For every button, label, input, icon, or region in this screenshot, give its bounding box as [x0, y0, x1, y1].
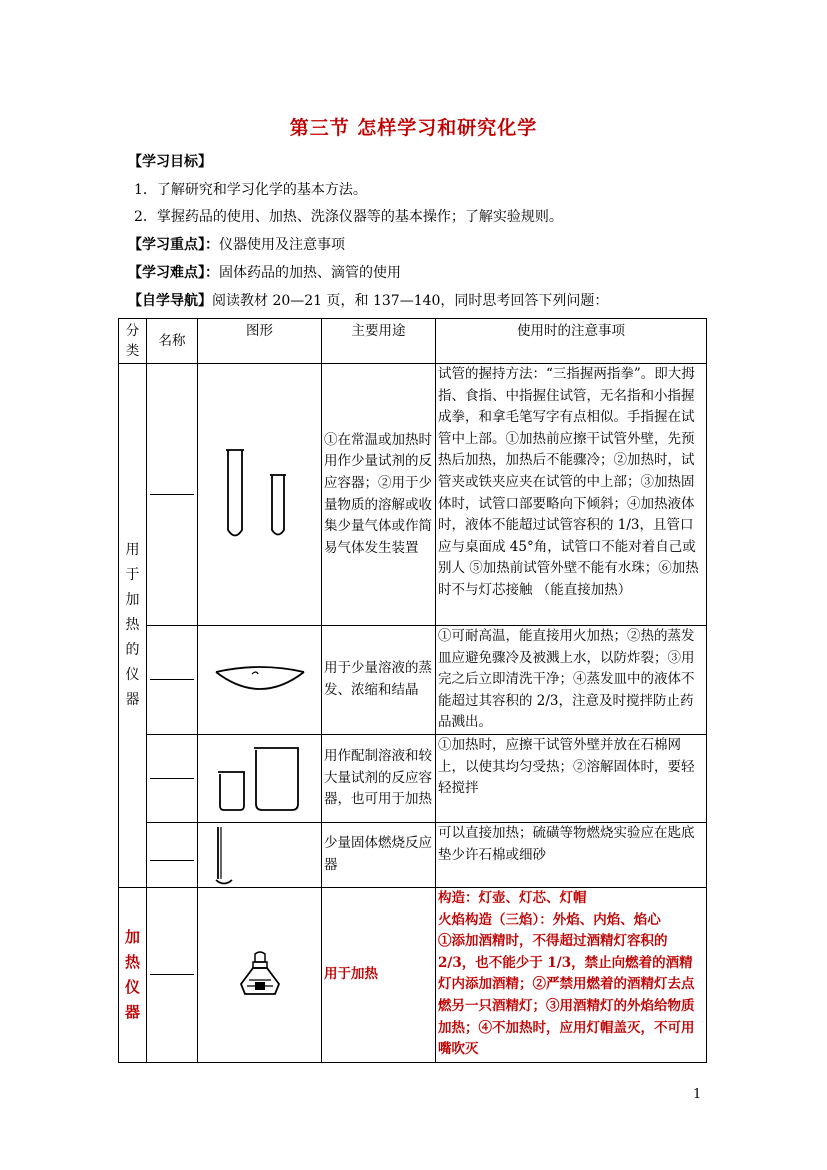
evaporating-dish-icon: [212, 660, 308, 700]
goal-item-2: 2．掌握药品的使用、加热、洗涤仪器等的基本操作；了解实验规则。: [134, 209, 563, 225]
page-number: 1: [693, 1087, 702, 1102]
key-points: [128, 234, 345, 254]
notes-cell: ①加热时，应擦干试管外壁并放在石棉网上，以使其均匀受热；②溶解固体时，要轻轻搅拌: [436, 734, 707, 822]
figure-cell: [198, 626, 322, 735]
table-row: [119, 887, 707, 1062]
difficulties: [128, 262, 401, 282]
figure-cell: [198, 364, 322, 626]
category-heating-instruments: 用于加热的仪器: [119, 364, 147, 888]
notes-cell: [436, 887, 707, 1062]
table-row: [119, 364, 707, 626]
use-cell: 用于加热: [322, 887, 436, 1062]
category-heater: 加热仪器: [119, 887, 147, 1062]
key-label: 【学习重点】：: [128, 237, 219, 253]
name-blank: [147, 822, 198, 887]
name-blank: [147, 734, 198, 822]
self-study-guide: [128, 290, 608, 310]
notes-cell: ①可耐高温，能直接用火加热；②热的蒸发皿应避免骤冷及被溅上水，以防炸裂；③用完之后立即清洗干净；④蒸发皿中的液体不能超过其容积的 2/3，注意及时搅拌防止药品溅出。: [436, 626, 707, 735]
name-blank: [147, 626, 198, 735]
goal-item-1: 1．了解研究和学习化学的基本方法。: [134, 182, 367, 198]
guide-text: 阅读教材 20—21 页，和 137—140，同时思考回答下列问题：: [212, 293, 609, 309]
table-row: [119, 626, 707, 735]
header-name: 名称: [147, 319, 198, 364]
notes-cell: 可以直接加热；硫磺等物燃烧实验应在匙底垫少许石棉或细砂: [436, 822, 707, 887]
lamp-rules: ①添加酒精时，不得超过酒精灯容积的 2/3，也不能少于 1/3，禁止向燃着的酒精灯内添加酒精；②严禁用燃着的酒精灯去点燃另一只酒精灯；③用酒精灯的外焰给物质加热；④不加热时，应用灯帽盖灭，不可用嘴吹灭: [438, 933, 695, 1058]
figure-cell: [198, 734, 322, 822]
guide-label: 【自学导航】: [128, 293, 212, 309]
combustion-spoon-icon: [212, 825, 308, 885]
use-cell: 用作配制溶液和较大量试剂的反应容器，也可用于加热: [322, 734, 436, 822]
figure-cell: [198, 822, 322, 887]
name-blank: [147, 887, 198, 1062]
table-row: [119, 734, 707, 822]
table-row: [119, 822, 707, 887]
header-figure: 图形: [198, 319, 322, 364]
beaker-icon: [212, 742, 308, 814]
use-cell: 少量固体燃烧反应器: [322, 822, 436, 887]
alcohol-lamp-icon: [235, 950, 285, 1000]
use-cell: 用于少量溶液的蒸发、浓缩和结晶: [322, 626, 436, 735]
header-use: 主要用途: [322, 319, 436, 364]
key-text: 仪器使用及注意事项: [219, 237, 345, 253]
instrument-table: [118, 318, 707, 1063]
header-category: 分类: [119, 319, 147, 364]
use-cell: ①在常温或加热时用作少量试剂的反应容器；②用于少量物质的溶解或收集少量气体或作简易气体发生装置: [322, 364, 436, 626]
difficulty-label: 【学习难点】：: [128, 265, 219, 281]
figure-cell: [198, 887, 322, 1062]
lamp-structure: 构造：灯壶、灯芯、灯帽: [438, 889, 587, 906]
difficulty-text: 固体药品的加热、滴管的使用: [219, 265, 401, 281]
name-blank: [147, 364, 198, 626]
flame-structure: 火焰构造（三焰）：外焰、内焰、焰心: [438, 911, 661, 928]
goals-heading: 【学习目标】: [128, 154, 212, 170]
test-tube-icon: [220, 445, 300, 545]
notes-cell: 试管的握持方法：“三指握两指拳”。即大拇指、食指、中指握住试管，无名指和小指握成拳，和拿毛笔写字有点相似。手指握在试管中上部。①加热前应擦干试管外壁，先预热后加热，加热后不能骤冷；②加热时，试管夹或铁夹应夹在试管的中上部；③加热固体时，试管口部要略向下倾斜；④加热液体时，液体不能超过试管容积的 1/3，且管口应与桌面成 45°角，试管口不能对着自己或别人 ⑤加热前试管外壁不能有水珠；⑥加热时不与灯芯接触 （能直接加热）: [436, 364, 707, 626]
table-header-row: [119, 319, 707, 364]
page-title: 第三节 怎样学习和研究化学: [289, 117, 538, 139]
header-notes: 使用时的注意事项: [436, 319, 707, 364]
